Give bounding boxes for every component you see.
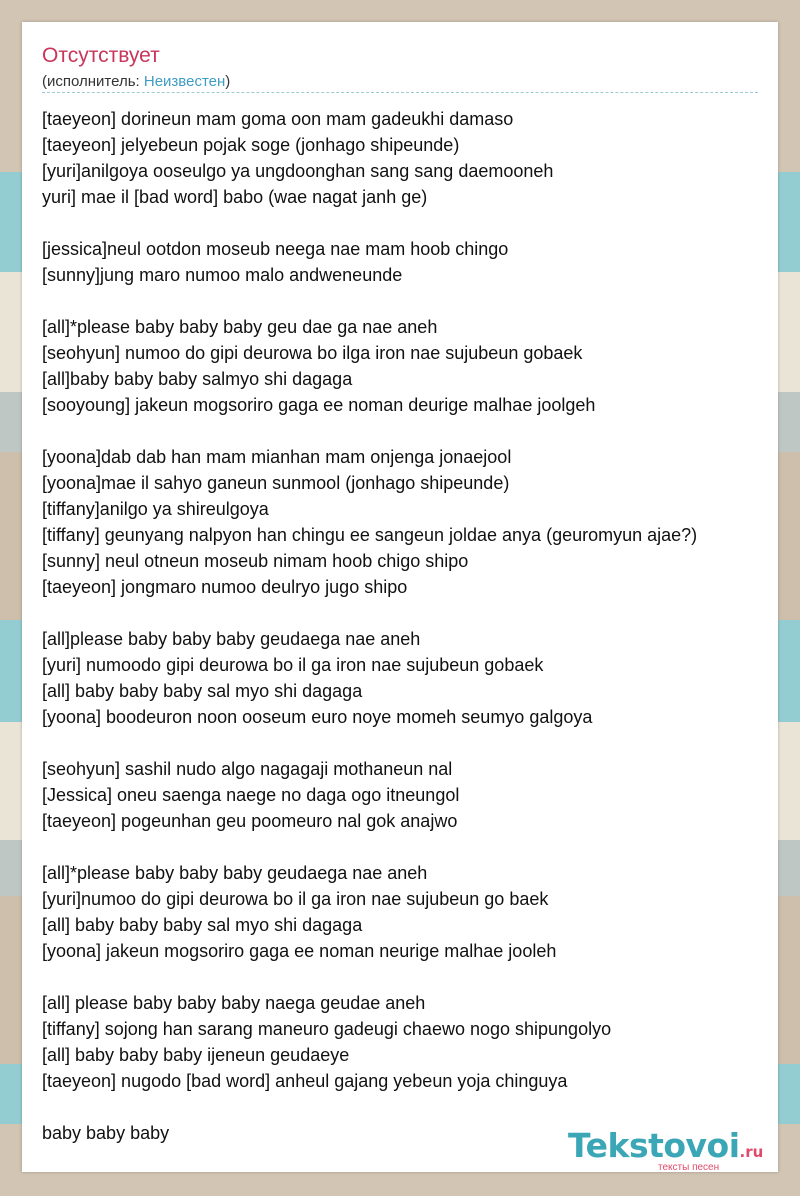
lyric-line: baby baby baby bbox=[42, 1123, 170, 1143]
logo-name: Tekstovoi bbox=[568, 1126, 740, 1165]
lyric-line: [seohyun] sashil nudo algo nagagaji mothaneun nal bbox=[42, 759, 453, 779]
lyric-line: [taeyeon] pogeunhan geu poomeuro nal gok anajwo bbox=[42, 811, 458, 831]
lyric-line: [all]please baby baby baby geudaega nae aneh bbox=[42, 629, 421, 649]
lyric-line: [tiffany]anilgo ya shireulgoya bbox=[42, 499, 269, 519]
lyric-line: [tiffany] geunyang nalpyon han chingu ee sangeun joldae anya (geuromyun ajae?) bbox=[42, 525, 698, 545]
artist-line bbox=[42, 73, 230, 90]
stanza-gap bbox=[42, 1094, 778, 1120]
stanza-gap bbox=[42, 418, 778, 444]
lyric-line: yuri] mae il [bad word] babo (wae nagat janh ge) bbox=[42, 187, 428, 207]
lyrics-text bbox=[42, 106, 778, 1146]
lyric-line: [all]*please baby baby baby geudaega nae aneh bbox=[42, 863, 428, 883]
lyric-line: [taeyeon] nugodo [bad word] anheul gajang yebeun yoja chinguya bbox=[42, 1071, 568, 1091]
site-logo[interactable] bbox=[568, 1126, 778, 1173]
lyric-line: [taeyeon] dorineun mam goma oon mam gadeukhi damaso bbox=[42, 109, 514, 129]
stanza-gap bbox=[42, 834, 778, 860]
lyric-line: [Jessica] oneu saenga naege no daga ogo itneungol bbox=[42, 785, 460, 805]
lyrics-card bbox=[22, 22, 778, 1172]
lyric-line: [taeyeon] jongmaro numoo deulryo jugo shipo bbox=[42, 577, 408, 597]
lyric-line: [all] baby baby baby sal myo shi dagaga bbox=[42, 915, 363, 935]
artist-prefix: (исполнитель: bbox=[42, 73, 144, 90]
stanza-gap bbox=[42, 288, 778, 314]
lyric-line: [yoona]dab dab han mam mianhan mam onjenga jonaejool bbox=[42, 447, 512, 467]
artist-suffix: ) bbox=[225, 73, 231, 90]
lyric-line: [yuri] numoodo gipi deurowa bo il ga iron nae sujubeun gobaek bbox=[42, 655, 544, 675]
stanza-gap bbox=[42, 730, 778, 756]
lyric-line: [all] baby baby baby ijeneun geudaeye bbox=[42, 1045, 350, 1065]
song-title: Отсутствует bbox=[42, 44, 160, 67]
lyric-line: [sooyoung] jakeun mogsoriro gaga ee noman deurige malhae joolgeh bbox=[42, 395, 596, 415]
lyric-line: [all] baby baby baby sal myo shi dagaga bbox=[42, 681, 363, 701]
lyric-line: [sunny] neul otneun moseub nimam hoob chigo shipo bbox=[42, 551, 469, 571]
logo-tld: .ru bbox=[739, 1143, 764, 1161]
stanza-gap bbox=[42, 964, 778, 990]
lyric-line: [jessica]neul ootdon moseub neega nae mam hoob chingo bbox=[42, 239, 509, 259]
lyric-line: [tiffany] sojong han sarang maneuro gadeugi chaewo nogo shipungolyo bbox=[42, 1019, 612, 1039]
header-divider bbox=[42, 92, 758, 93]
lyric-line: [seohyun] numoo do gipi deurowa bo ilga iron nae sujubeun gobaek bbox=[42, 343, 583, 363]
lyric-line: [all]baby baby baby salmyo shi dagaga bbox=[42, 369, 353, 389]
stanza-gap bbox=[42, 600, 778, 626]
logo-tagline: тексты песен bbox=[658, 1162, 720, 1173]
lyric-line: [taeyeon] jelyebeun pojak soge (jonhago shipeunde) bbox=[42, 135, 460, 155]
lyric-line: [yuri]numoo do gipi deurowa bo il ga iron nae sujubeun go baek bbox=[42, 889, 549, 909]
artist-link[interactable]: Неизвестен bbox=[143, 73, 226, 90]
lyric-line: [sunny]jung maro numoo malo andweneunde bbox=[42, 265, 403, 285]
lyric-line: [all] please baby baby baby naega geudae aneh bbox=[42, 993, 426, 1013]
lyric-line: [yuri]anilgoya ooseulgo ya ungdoonghan sang sang daemooneh bbox=[42, 161, 554, 181]
lyric-line: [yoona]mae il sahyo ganeun sunmool (jonhago shipeunde) bbox=[42, 473, 510, 493]
lyric-line: [yoona] boodeuron noon ooseum euro noye momeh seumyo galgoya bbox=[42, 707, 593, 727]
lyric-line: [all]*please baby baby baby geu dae ga nae aneh bbox=[42, 317, 438, 337]
stanza-gap bbox=[42, 210, 778, 236]
lyric-line: [yoona] jakeun mogsoriro gaga ee noman neurige malhae jooleh bbox=[42, 941, 557, 961]
